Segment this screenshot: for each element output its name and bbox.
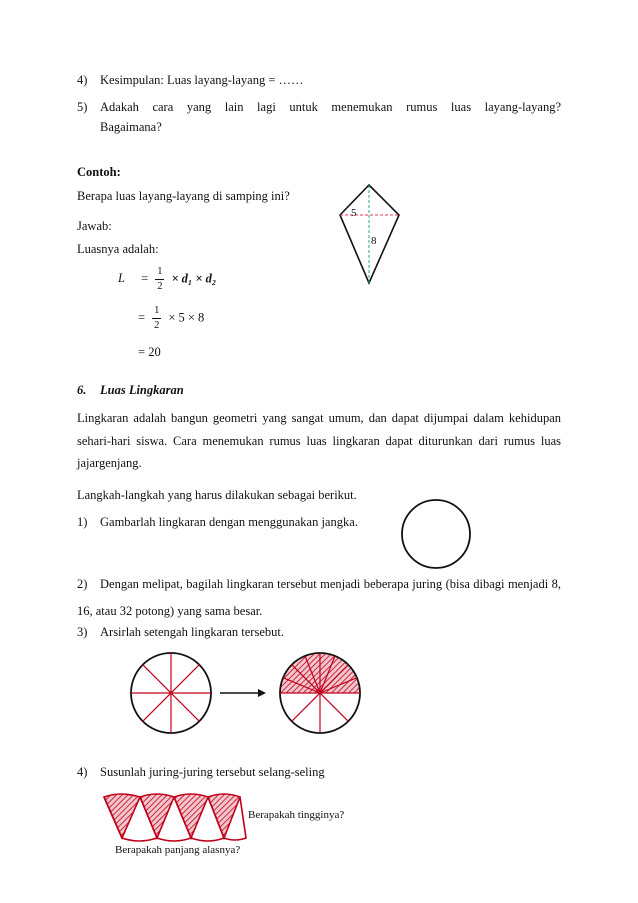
frac-den: 2 bbox=[154, 320, 160, 331]
list-text-line2: Bagaimana? bbox=[100, 120, 162, 134]
eq-rest: × 5 × 8 bbox=[168, 310, 205, 325]
arrow-icon bbox=[220, 689, 266, 697]
step-number: 1) bbox=[77, 515, 88, 529]
frac-num: 1 bbox=[157, 266, 163, 277]
step-number: 3) bbox=[77, 625, 88, 639]
list-number: 4) bbox=[77, 73, 88, 87]
eq-lhs: L bbox=[118, 271, 125, 286]
eq-sign: = bbox=[138, 310, 146, 325]
jawab-label: Jawab: bbox=[77, 219, 112, 233]
step-text: Dengan melipat, bagilah lingkaran tersebut menjadi beberapa juring (bisa dibagi menjadi 8, 16, atau 32 potong) yang sama besar. bbox=[77, 577, 561, 618]
frac-den: 2 bbox=[157, 281, 163, 292]
step-text: Gambarlah lingkaran dengan menggunakan jangka. bbox=[100, 515, 358, 529]
list-text-line1: Adakah cara yang lain lagi untuk menemukan rumus luas layang-layang? bbox=[100, 100, 561, 114]
frac-num: 1 bbox=[154, 305, 160, 316]
eq-sign: = bbox=[141, 271, 149, 286]
section-intro: Lingkaran adalah bangun geometri yang sangat umum, dan dapat dijumpai dalam kehidupan sehari-hari siswa. Cara menemukan rumus luas lingkaran dapat diturunkan dari rumus luas jajargenjang. bbox=[77, 411, 561, 470]
eq-sign: = bbox=[138, 345, 146, 359]
divided-circle bbox=[131, 653, 211, 733]
section-number: 6. bbox=[77, 383, 87, 397]
steps-intro: Langkah-langkah yang harus dilakukan sebagai berikut. bbox=[77, 488, 357, 502]
label-height: Berapakah tingginya? bbox=[248, 809, 345, 821]
eq-rest: × d₁ × d₂ bbox=[171, 271, 217, 286]
drawn-circle bbox=[402, 500, 470, 568]
step-number: 2) bbox=[77, 577, 88, 591]
half-shaded-circle bbox=[280, 653, 360, 733]
kite-label-d2: 8 bbox=[371, 235, 377, 247]
arranged-sectors bbox=[104, 794, 246, 841]
list-number: 5) bbox=[77, 100, 88, 114]
step-text: Susunlah juring-juring tersebut selang-seling bbox=[100, 765, 325, 779]
step-number: 4) bbox=[77, 765, 88, 779]
contoh-heading: Contoh: bbox=[77, 165, 121, 179]
eq-rest: 20 bbox=[148, 345, 161, 359]
luas-intro: Luasnya adalah: bbox=[77, 242, 159, 256]
kite-label-d1: 5 bbox=[351, 207, 357, 219]
label-base: Berapakah panjang alasnya? bbox=[115, 844, 241, 856]
section-title-text: Luas Lingkaran bbox=[100, 383, 184, 397]
list-text: Kesimpulan: Luas layang-layang = …… bbox=[100, 73, 304, 87]
step-text: Arsirlah setengah lingkaran tersebut. bbox=[100, 625, 284, 639]
contoh-question: Berapa luas layang-layang di samping ini? bbox=[77, 189, 290, 203]
